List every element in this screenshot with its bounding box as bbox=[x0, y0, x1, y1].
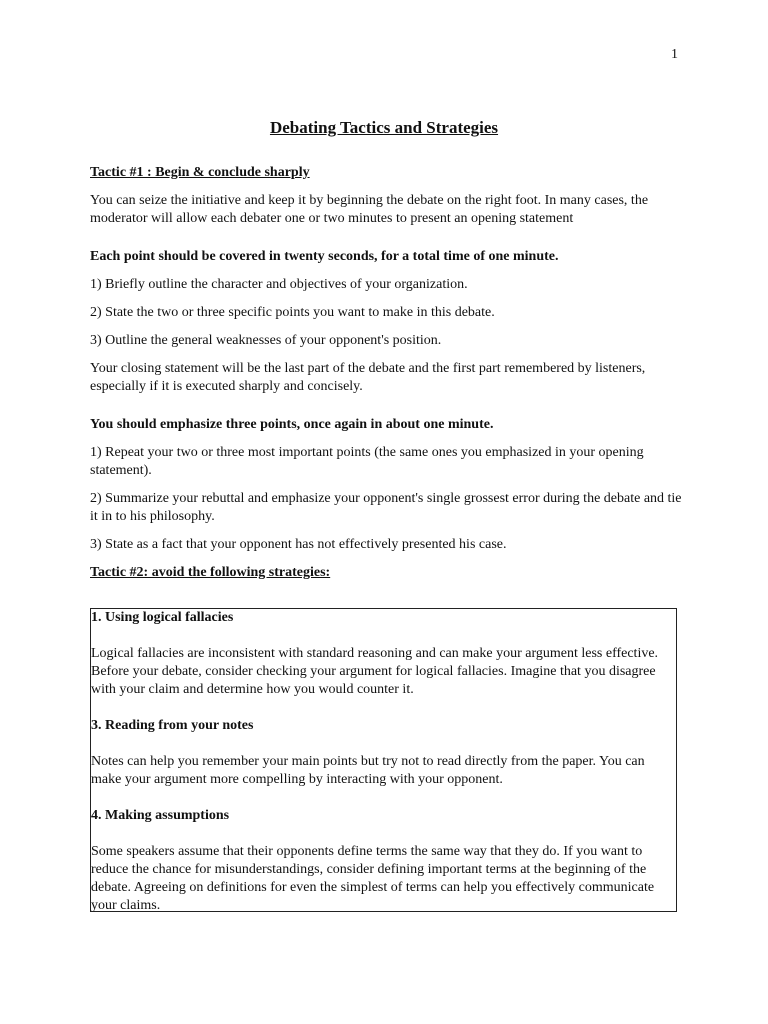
strategy-body: Logical fallacies are inconsistent with standard reasoning and can make your argument less effective. Before your debate, consider checking your argument for logical fallacies. Imagine that you disagree with your claim and determine how you would counter it. bbox=[91, 646, 659, 697]
strategy-heading: 4. Making assumptions bbox=[91, 808, 230, 823]
closing-point: 2) Summarize your rebuttal and emphasize your opponent's single grossest error during the debate and tie it in to his philosophy. bbox=[90, 491, 682, 524]
strategy-body: Notes can help you remember your main points but try not to read directly from the paper. You can make your argument more compelling by interacting with your opponent. bbox=[91, 754, 645, 787]
strategy-heading: 1. Using logical fallacies bbox=[91, 610, 234, 625]
page-number: 1 bbox=[671, 47, 678, 62]
main-content bbox=[90, 164, 690, 592]
strategy-heading: 3. Reading from your notes bbox=[91, 718, 254, 733]
opening-point: 1) Briefly outline the character and objectives of your organization. bbox=[90, 277, 468, 292]
tactic-1-intro: You can seize the initiative and keep it by beginning the debate on the right foot. In many cases, the moderator will allow each debater one or two minutes to present an opening statement bbox=[90, 193, 649, 226]
closing-statement-heading: You should emphasize three points, once again in about one minute. bbox=[90, 417, 494, 432]
closing-point: 3) State as a fact that your opponent has not effectively presented his case. bbox=[90, 537, 507, 552]
tactic-1-heading: Tactic #1 : Begin & conclude sharply bbox=[90, 165, 310, 180]
strategy-body: Some speakers assume that their opponents define terms the same way that they do. If you want to reduce the chance for misunderstandings, consider defining important terms at the beginning of the debate. Agreeing on definitions for even the simplest of terms can help you effectively communicate your claims. bbox=[91, 844, 655, 912]
closing-statement-intro: Your closing statement will be the last part of the debate and the first part remembered by listeners, especially if it is executed sharply and concisely. bbox=[90, 361, 646, 394]
tactic-2-heading: Tactic #2: avoid the following strategies: bbox=[90, 565, 331, 580]
opening-point: 2) State the two or three specific points you want to make in this debate. bbox=[90, 305, 495, 320]
opening-point: 3) Outline the general weaknesses of your opponent's position. bbox=[90, 333, 442, 348]
closing-point: 1) Repeat your two or three most important points (the same ones you emphasized in your opening statement). bbox=[90, 445, 644, 478]
strategies-box bbox=[90, 608, 677, 912]
opening-statement-heading: Each point should be covered in twenty seconds, for a total time of one minute. bbox=[90, 249, 559, 264]
document-title: Debating Tactics and Strategies bbox=[269, 118, 499, 137]
